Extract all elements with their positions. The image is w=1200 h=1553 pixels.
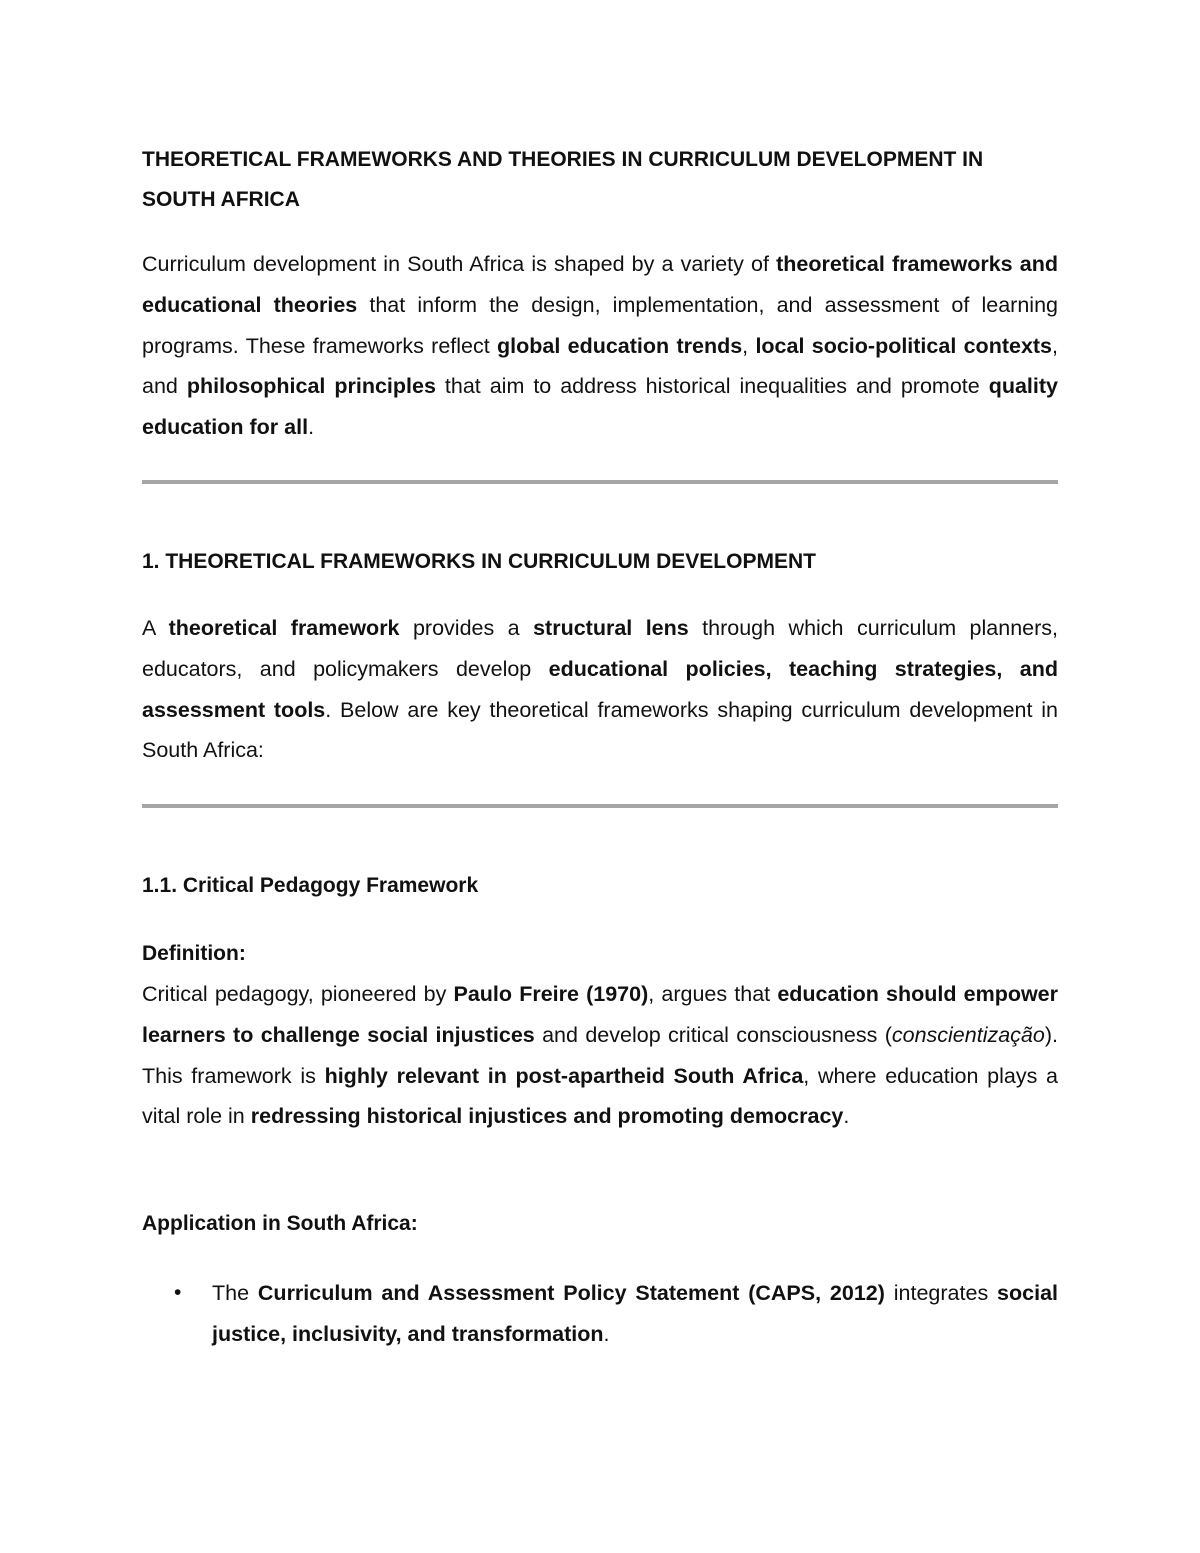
intro-text-2: that inform the design, implementation, and assessment of learning programs. These frameworks reflect <box>142 292 1058 358</box>
bullet-bold-2: social justice, inclusivity, and transformation <box>212 1281 1058 1346</box>
bullet-text-2: integrates <box>884 1281 998 1305</box>
document-title: THEORETICAL FRAMEWORKS AND THEORIES IN CURRICULUM DEVELOPMENT IN SOUTH AFRICA <box>142 148 984 211</box>
s1-bold-3: educational policies, teaching strategies, and assessment tools <box>142 656 1058 722</box>
intro-text-1: Curriculum development in South Africa is shaped by a variety of <box>142 252 777 276</box>
section-1-heading: 1. THEORETICAL FRAMEWORKS IN CURRICULUM DEVELOPMENT <box>142 550 816 573</box>
def-text-6: . <box>843 1104 850 1129</box>
section-1-paragraph <box>142 608 1058 771</box>
def-bold-4: redressing historical injustices and promoting democracy <box>250 1104 844 1129</box>
def-text-4: ). This framework is <box>142 1022 1058 1088</box>
bullet-text-1: The <box>212 1281 258 1305</box>
def-text-2: , argues that <box>648 982 778 1006</box>
horizontal-rule <box>142 480 1058 484</box>
intro-bold-4: philosophical principles <box>186 374 436 399</box>
s1-text-4: . Below are key theoretical frameworks shaping curriculum development in South Africa: <box>142 697 1058 763</box>
s1-text-2: provides a <box>399 616 534 640</box>
def-bold-2: education should empower learners to challenge social injustices <box>142 982 1059 1047</box>
intro-paragraph <box>142 244 1058 448</box>
intro-text-3: , <box>742 333 756 358</box>
s1-text-3: through which curriculum planners, educators, and policymakers develop <box>142 616 1058 681</box>
def-italic-1: conscientização <box>891 1022 1045 1047</box>
bullet-text-3: . <box>603 1321 610 1346</box>
definition-label: Definition: <box>142 942 246 965</box>
horizontal-rule <box>142 804 1058 808</box>
bullet-text <box>212 1273 1058 1355</box>
application-label: Application in South Africa: <box>142 1212 418 1235</box>
bullet-bold-1: Curriculum and Assessment Policy Statement (CAPS, 2012) <box>257 1281 885 1305</box>
bullet-icon: • <box>174 1281 182 1304</box>
intro-text-4: , and <box>142 333 1058 399</box>
section-1-1-heading: 1.1. Critical Pedagogy Framework <box>142 874 479 897</box>
def-text-1: Critical pedagogy, pioneered by <box>142 982 454 1006</box>
intro-bold-3: local socio-political contexts <box>755 333 1053 358</box>
intro-bold-2: global education trends <box>497 333 743 358</box>
s1-text-1: A <box>142 616 169 640</box>
definition-paragraph <box>142 974 1058 1137</box>
def-bold-1: Paulo Freire (1970) <box>453 982 649 1006</box>
s1-bold-1: theoretical framework <box>168 616 400 640</box>
intro-bold-1: theoretical frameworks and educational theories <box>142 252 1058 317</box>
def-text-3: and develop critical consciousness ( <box>534 1022 892 1047</box>
intro-bold-5: quality education for all <box>142 374 1058 440</box>
intro-text-5: that aim to address historical inequalities and promote <box>435 374 989 399</box>
def-text-5: , where education plays a vital role in <box>142 1063 1058 1129</box>
def-bold-3: highly relevant in post-apartheid South Africa <box>324 1063 804 1088</box>
s1-bold-2: structural lens <box>533 616 689 640</box>
intro-text-6: . <box>308 415 315 440</box>
